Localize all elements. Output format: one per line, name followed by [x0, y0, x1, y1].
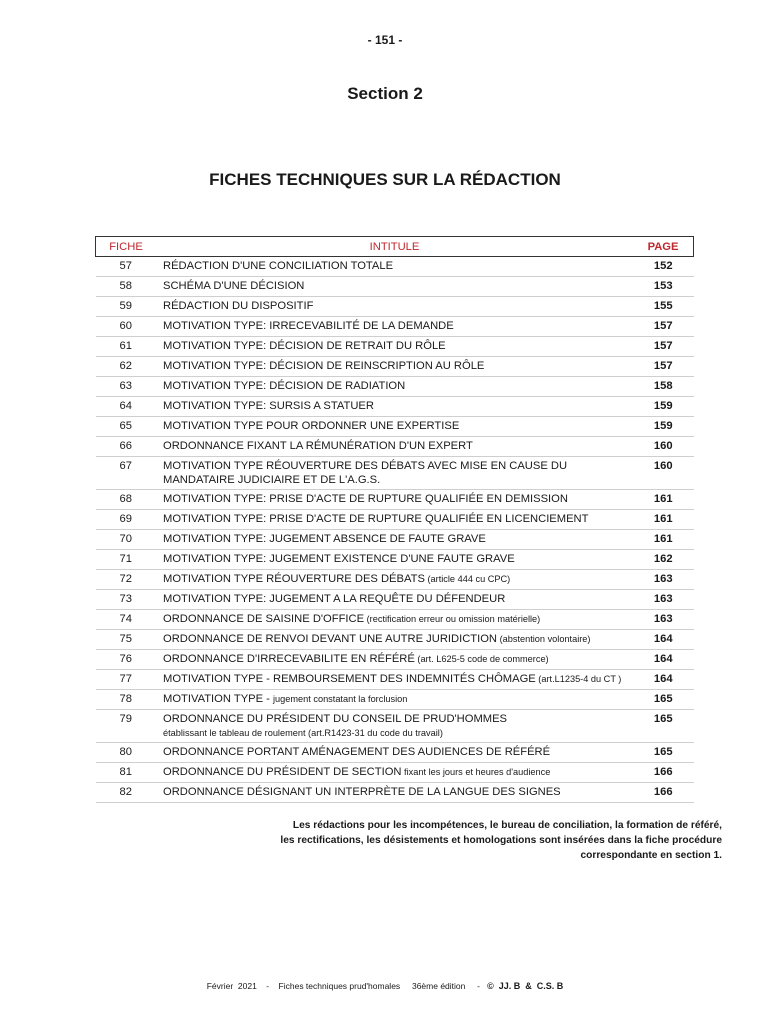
fiche-title: [156, 550, 633, 570]
fiche-number: 64: [96, 397, 157, 417]
table-row: [96, 690, 694, 710]
fiche-number: 66: [96, 437, 157, 457]
fiche-title-main: MOTIVATION TYPE: DÉCISION DE RETRAIT DU RÔLE: [163, 340, 446, 352]
page-ref: 161: [633, 530, 694, 550]
fiche-title: [156, 490, 633, 510]
fiche-number: 68: [96, 490, 157, 510]
fiche-number: 75: [96, 630, 157, 650]
table-row: [96, 337, 694, 357]
fiche-title: [156, 650, 633, 670]
fiche-number: 65: [96, 417, 157, 437]
page-ref: 159: [633, 397, 694, 417]
fiche-number: 72: [96, 570, 157, 590]
fiche-title: [156, 377, 633, 397]
fiche-title-main: ORDONNANCE DE RENVOI DEVANT UNE AUTRE JURIDICTION: [163, 633, 498, 645]
fiche-title: [156, 397, 633, 417]
fiche-number: 74: [96, 610, 157, 630]
table-row: [96, 550, 694, 570]
fiche-title-main: MOTIVATION TYPE: JUGEMENT A LA REQUÊTE DU DÉFENDEUR: [163, 593, 506, 605]
footer-text: Février 2021 - Fiches techniques prud'homales 36ème édition -: [206, 981, 488, 991]
fiche-number: 82: [96, 783, 157, 803]
fiche-title: [156, 277, 633, 297]
table-row: [96, 510, 694, 530]
table-row: [96, 417, 694, 437]
fiche-title-main: MOTIVATION TYPE: PRISE D'ACTE DE RUPTURE QUALIFIÉE EN LICENCIEMENT: [163, 513, 589, 525]
fiche-title: [156, 743, 633, 763]
fiche-title: [156, 297, 633, 317]
table-row: [96, 710, 694, 743]
fiche-title-main: ORDONNANCE DE SAISINE D'OFFICE: [163, 613, 365, 625]
fiche-title-note: (art. L625-5 code de commerce): [414, 654, 549, 664]
fiche-number: 73: [96, 590, 157, 610]
table-row: [96, 437, 694, 457]
page-title: FICHES TECHNIQUES SUR LA RÉDACTION: [209, 170, 561, 189]
page-ref: 165: [633, 743, 694, 763]
table-row: [96, 377, 694, 397]
fiche-title: [156, 630, 633, 650]
fiche-number: 71: [96, 550, 157, 570]
page-ref: 161: [633, 490, 694, 510]
fiche-number: 70: [96, 530, 157, 550]
fiche-title-main: ORDONNANCE PORTANT AMÉNAGEMENT DES AUDIENCES DE RÉFÉRÉ: [163, 746, 551, 758]
fiche-title-main: RÉDACTION D'UNE CONCILIATION TOTALE: [163, 260, 394, 272]
fiche-title-main: ORDONNANCE DU PRÉSIDENT DU CONSEIL DE PRUD'HOMMES: [163, 713, 508, 725]
fiche-title-main: ORDONNANCE D'IRRECEVABILITE EN RÉFÉRÉ: [163, 653, 415, 665]
fiche-title: [156, 510, 633, 530]
page-ref: 166: [633, 763, 694, 783]
page-ref: 160: [633, 457, 694, 490]
table-row: [96, 530, 694, 550]
fiche-title: [156, 317, 633, 337]
footnote-block: [202, 818, 722, 863]
table-row: [96, 490, 694, 510]
fiche-title: [156, 610, 633, 630]
table-row: [96, 457, 694, 490]
page-ref: 161: [633, 510, 694, 530]
fiche-title: [156, 437, 633, 457]
page-ref: 164: [633, 630, 694, 650]
fiche-title: [156, 257, 633, 277]
table-row: [96, 277, 694, 297]
fiche-title-main: MOTIVATION TYPE: DÉCISION DE RADIATION: [163, 380, 406, 392]
fiche-title-main: ORDONNANCE DÉSIGNANT UN INTERPRÈTE DE LA LANGUE DES SIGNES: [163, 786, 561, 798]
header-page: PAGE: [633, 237, 694, 257]
table-row: [96, 763, 694, 783]
page-ref: 159: [633, 417, 694, 437]
fiche-title-main: MOTIVATION TYPE: JUGEMENT ABSENCE DE FAUTE GRAVE: [163, 533, 486, 545]
fiche-number: 59: [96, 297, 157, 317]
page-ref: 162: [633, 550, 694, 570]
fiche-title-main: MOTIVATION TYPE: JUGEMENT EXISTENCE D'UNE FAUTE GRAVE: [163, 553, 515, 565]
table-row: [96, 257, 694, 277]
fiche-title: [156, 337, 633, 357]
table-row: [96, 630, 694, 650]
fiche-title: [156, 690, 633, 710]
fiche-number: 60: [96, 317, 157, 337]
fiche-title: [156, 590, 633, 610]
page-footer: [0, 981, 770, 991]
fiche-title-note: établissant le tableau de roulement (art.R1423-31 du code du travail): [163, 728, 443, 738]
page-ref: 152: [633, 257, 694, 277]
page-ref: 158: [633, 377, 694, 397]
table-header-row: [96, 237, 694, 257]
fiche-title-note: (rectification erreur ou omission matérielle): [364, 614, 541, 624]
fiche-title: [156, 530, 633, 550]
fiche-number: 67: [96, 457, 157, 490]
header-intitule: INTITULE: [156, 237, 633, 257]
fiche-number: 57: [96, 257, 157, 277]
fiche-title-note: (art.L1235-4 du CT ): [535, 674, 622, 684]
table-row: [96, 297, 694, 317]
fiche-title: [156, 763, 633, 783]
fiche-title-main: MOTIVATION TYPE RÉOUVERTURE DES DÉBATS AVEC MISE EN CAUSE DU MANDATAIRE JUDICIAIRE ET DE L'A.G.S.: [163, 460, 568, 486]
fiche-title-main: ORDONNANCE DU PRÉSIDENT DE SECTION: [163, 766, 402, 778]
fiche-title-main: MOTIVATION TYPE: DÉCISION DE REINSCRIPTION AU RÔLE: [163, 360, 485, 372]
fiche-title-main: MOTIVATION TYPE -: [163, 693, 274, 705]
table-row: [96, 357, 694, 377]
footer-copyright: © JJ. B & C.S. B: [487, 981, 564, 991]
fiche-number: 79: [96, 710, 157, 743]
table-row: [96, 743, 694, 763]
fiche-number: 69: [96, 510, 157, 530]
fiche-title: [156, 670, 633, 690]
fiche-number: 80: [96, 743, 157, 763]
fiche-title-note: jugement constatant la forclusion: [273, 694, 408, 704]
table-row: [96, 783, 694, 803]
fiche-title: [156, 417, 633, 437]
page-ref: 163: [633, 570, 694, 590]
fiche-number: 76: [96, 650, 157, 670]
page-ref: 164: [633, 670, 694, 690]
table-row: [96, 317, 694, 337]
fiche-title: [156, 570, 633, 590]
page-ref: 153: [633, 277, 694, 297]
fiche-title-main: MOTIVATION TYPE: IRRECEVABILITÉ DE LA DEMANDE: [163, 320, 454, 332]
fiche-title-main: MOTIVATION TYPE POUR ORDONNER UNE EXPERTISE: [163, 420, 460, 432]
fiche-title-main: MOTIVATION TYPE: SURSIS A STATUER: [163, 400, 374, 412]
fiche-number: 77: [96, 670, 157, 690]
fiche-title-main: SCHÉMA D'UNE DÉCISION: [163, 280, 305, 292]
fiche-title-main: MOTIVATION TYPE RÉOUVERTURE DES DÉBATS: [163, 573, 425, 585]
fiche-title-note: (article 444 cu CPC): [424, 574, 511, 584]
fiche-title-main: ORDONNANCE FIXANT LA RÉMUNÉRATION D'UN EXPERT: [163, 440, 473, 452]
table-row: [96, 590, 694, 610]
table-row: [96, 670, 694, 690]
fiche-number: 61: [96, 337, 157, 357]
table-row: [96, 650, 694, 670]
fiches-table: [95, 236, 694, 803]
fiche-title-main: MOTIVATION TYPE: PRISE D'ACTE DE RUPTURE QUALIFIÉE EN DEMISSION: [163, 493, 568, 505]
page-ref: 155: [633, 297, 694, 317]
page-ref: 165: [633, 710, 694, 743]
page-ref: 163: [633, 590, 694, 610]
fiche-number: 81: [96, 763, 157, 783]
page-ref: 164: [633, 650, 694, 670]
fiche-title: [156, 357, 633, 377]
page-ref: 163: [633, 610, 694, 630]
page-ref: 160: [633, 437, 694, 457]
page-ref: 157: [633, 337, 694, 357]
fiche-title-main: MOTIVATION TYPE - REMBOURSEMENT DES INDEMNITÉS CHÔMAGE: [163, 673, 536, 685]
page-ref: 165: [633, 690, 694, 710]
page-ref: 157: [633, 317, 694, 337]
fiche-number: 78: [96, 690, 157, 710]
table-row: [96, 570, 694, 590]
fiche-number: 63: [96, 377, 157, 397]
section-heading: Section 2: [347, 84, 423, 103]
table-row: [96, 397, 694, 417]
page-ref: 166: [633, 783, 694, 803]
footnote-line: les rectifications, les désistements et homologations sont insérées dans la fiche procédure: [280, 835, 722, 846]
page-number: - 151 -: [367, 33, 403, 47]
header-fiche: FICHE: [96, 237, 157, 257]
fiche-number: 58: [96, 277, 157, 297]
fiche-title: [156, 457, 633, 490]
fiche-title: [156, 783, 633, 803]
table-body: [96, 257, 694, 803]
fiche-title-note: (abstention volontaire): [497, 634, 591, 644]
fiche-number: 62: [96, 357, 157, 377]
fiche-title-main: RÉDACTION DU DISPOSITIF: [163, 300, 314, 312]
fiche-title-note: fixant les jours et heures d'audience: [401, 767, 551, 777]
footnote-line: correspondante en section 1.: [580, 850, 722, 861]
table-row: [96, 610, 694, 630]
footnote-line: Les rédactions pour les incompétences, le bureau de conciliation, la formation de référé,: [292, 820, 722, 831]
fiche-title: [156, 710, 633, 743]
page-ref: 157: [633, 357, 694, 377]
